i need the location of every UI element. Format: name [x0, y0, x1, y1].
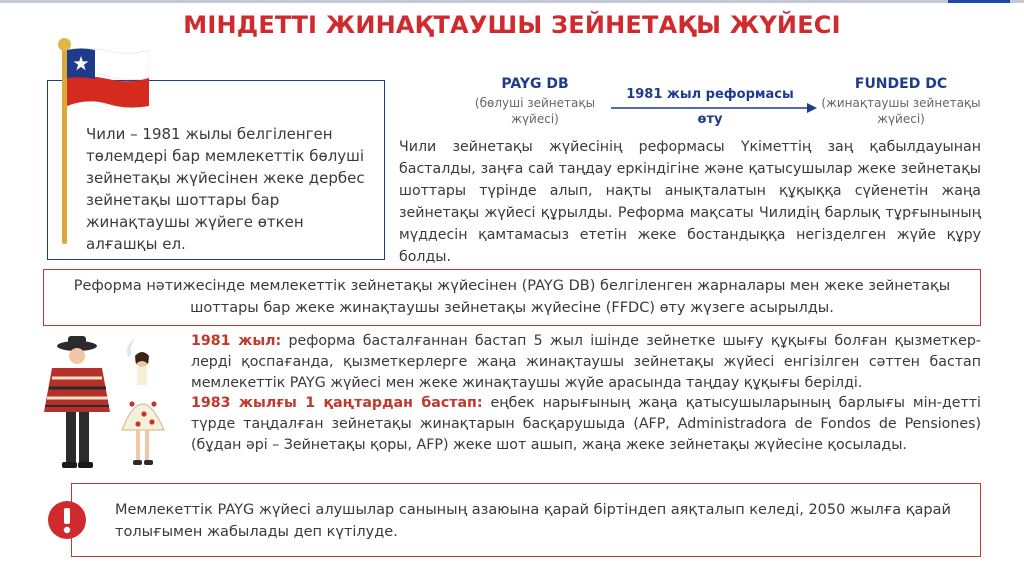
funded-dc-title: FUNDED DC: [854, 76, 948, 92]
funded-dc-subtitle: (жинақтаушы зейнетақы жүйесі): [821, 96, 981, 126]
timeline-item-1981: [191, 331, 981, 394]
timeline-label: 1983 жылғы 1 қаңтардан бастап:: [191, 395, 483, 411]
reform-arrow-label: 1981 жыл реформасы: [626, 87, 794, 102]
top-divider: [0, 0, 1024, 3]
timeline-text: реформа басталғаннан бастап 5 жыл ішінде зейнетке шығу құқығы болған қызметкер-лерді қоспағанда, қызметкерлерге жаңа жинақтаушы зейнетақы жүйесі енгізілген сәттен бастап мемлекеттік PAYG жүйесі мен жеке жинақтаушы жүйе арасында таңдау құқығы берілді.: [191, 333, 981, 391]
reform-description: Чили зейнетақы жүйесінің реформасы Үкіметтің заң қабылдауынан басталды, заңға сай таңдау еркіндігіне және қатысушылар жеке зейнетақы шоттары түрінде алып, нақты анықталатын құқыққа сүйенетін жаңа зейнетақы жүйесі құрылды. Реформа мақсаты Чилидің барлық тұрғынының мүддесін қамтамасыз ететін жеке бостандыққа негізделген жүйе құру болды.: [399, 139, 981, 265]
chilean-dancers-illustration: [40, 334, 180, 482]
intro-text: Чили – 1981 жылы белгіленген төлемдері бар мемлекеттік бөлуші зейнетақы жүйесінен жеке дербес зейнетақы шоттары бар жинақтаушы жүйеге өткен алғашқы ел.: [86, 125, 365, 253]
timeline-text: еңбек нарығының жаңа қатысушыларының барлығы мін-детті түрде таңдалған зейнетақы жинақтарын басқарушыда (AFP, Administradora de Fondos de Pensiones) (бұдан әрі – Зейнетақы қоры, AFP) жеке шот ашып, жаңа жеке зейнетақы жүйесіне қосылады.: [191, 395, 981, 453]
transition-label: өту: [697, 112, 723, 127]
warning-text: Мемлекеттік PAYG жүйесі алушылар санының азаюына қарай біртіндеп аяқталып келеді, 2050 жылға қарай толығымен жабылады деп күтілуде.: [115, 502, 951, 540]
payg-db-title: PAYG DB: [501, 76, 569, 92]
timeline-label: 1981 жыл:: [191, 333, 282, 349]
top-accent-bar: [948, 0, 1010, 3]
timeline-item-1983: [191, 393, 981, 456]
result-text: Реформа нәтижесінде мемлекеттік зейнетақы жүйесінен (PAYG DB) белгіленген жарналары мен жеке зейнетақы шоттары бар жеке жинақтаушы зейнетақы жүйесіне (FFDC) өту жүзеге асырылды.: [73, 278, 951, 316]
exclamation-warning-icon: [47, 500, 87, 540]
page-title: МІНДЕТТІ ЖИНАҚТАУШЫ ЗЕЙНЕТАҚЫ ЖҮЙЕСІ: [183, 11, 841, 39]
chile-flag-icon: [67, 48, 149, 108]
payg-db-subtitle: (бөлуші зейнетақы жүйесі): [474, 96, 596, 126]
